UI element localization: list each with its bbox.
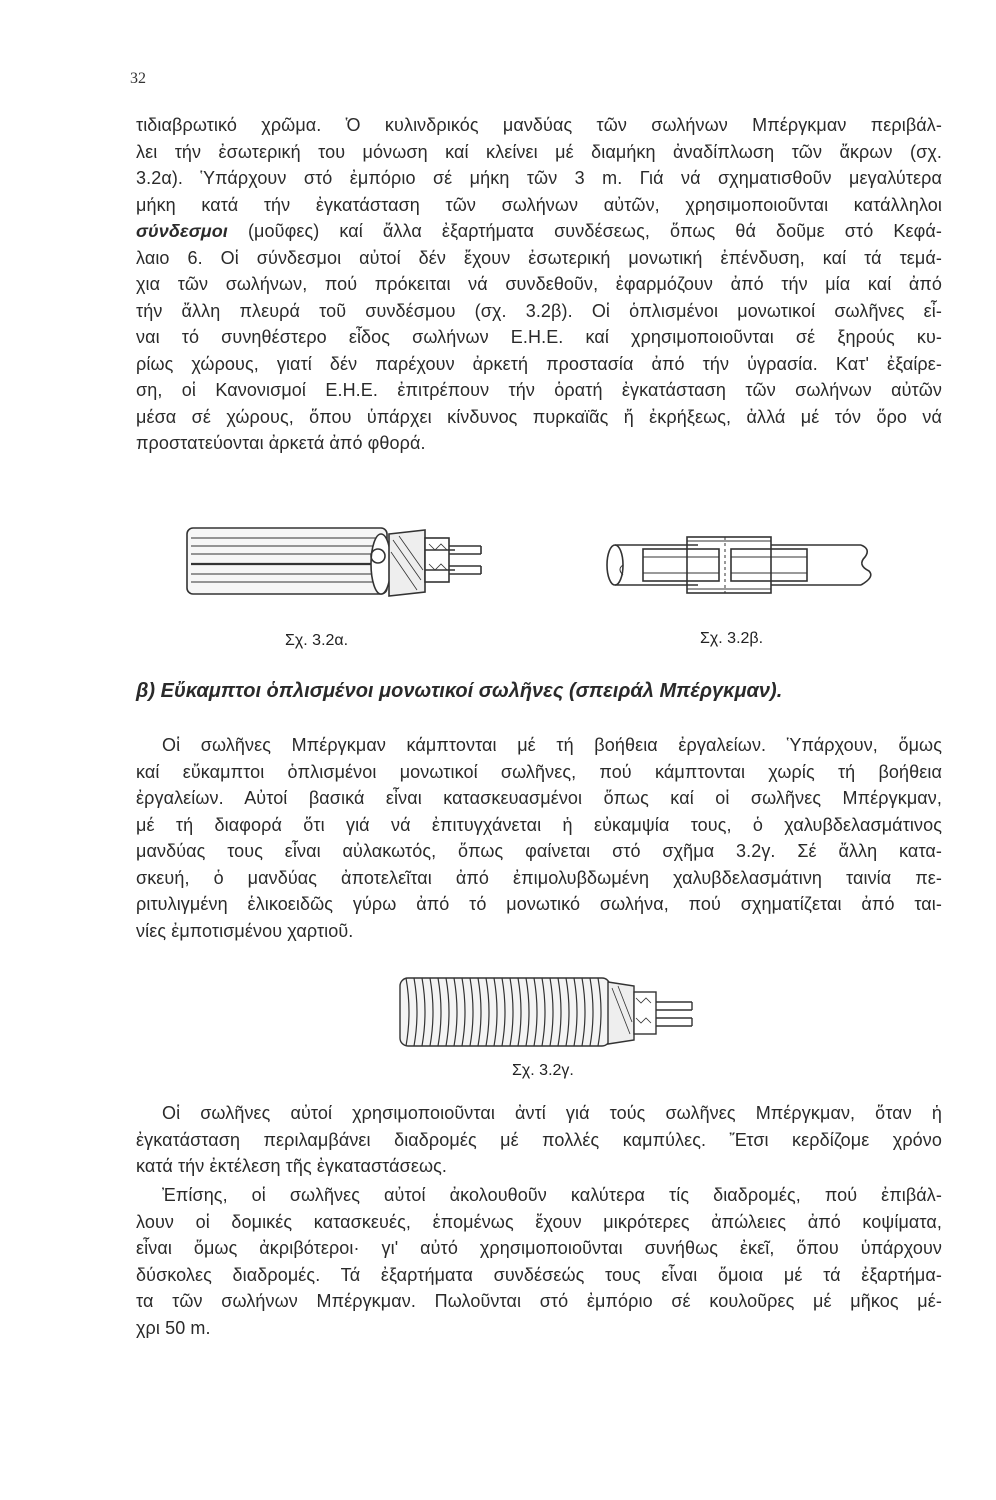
text-line: σκευή, ὁ μανδύας ἀποτελεῖται ἀπό ἐπιμολυβδωμένη χαλυβδελασμάτινη ταινία πε- [136,867,942,888]
text-line: καί εὔκαμπτοι ὁπλισμένοι μονωτικοί σωλῆνες, πού κάμπτονται χωρίς τή βοήθεια [136,761,942,782]
text-line: ση, οἱ Κανονισμοί Ε.Η.Ε. ἐπιτρέπουν τήν ὁρατή ἐγκατάσταση τῶν σωλήνων αὐτῶν [136,380,942,400]
text-line: ρίως χώρους, γιατί δέν παρέχουν ἀρκετή προστασία ἀπό τήν ὑγρασία. Κατ' ἐξαίρε- [136,353,942,374]
figure-3-2a-illustration [185,520,485,610]
text-line: χρι 50 m. [136,1317,211,1338]
paragraph-3 [136,1100,942,1180]
text-line: χια τῶν σωλήνων, πού πρόκειται νά συνδεθοῦν, ἐφαρμόζουν ἀπό τήν μία καί ἀπό [136,274,942,294]
text-line: λαιο 6. Οἱ σύνδεσμοι αὐτοί δέν ἔχουν ἐσωτερική μονωτική ἐπένδυση, καί τά τεμά- [136,247,942,268]
text-line-rest: (μοῦφες) καί ἄλλα ἐξαρτήματα συνδέσεως, ὅπως θά δοῦμε στό Κεφά- [247,221,942,241]
text-line-with-term [136,218,942,245]
text-line: λει τήν ἐσωτερική του μόνωση καί κλείνει μέ διαμήκη ἀναδίπλωση τῶν ἄκρων (σχ. [136,141,942,162]
text-line: τήν ἄλλη πλευρά τοῦ συνδέσμου (σχ. 3.2β). Οἱ ὁπλισμένοι μονωτικοί σωλῆνες εἶ- [136,300,942,321]
figure-3-2b-illustration [603,535,878,595]
paragraph-1 [136,112,942,457]
text-line: δύσκολες διαδρομές. Τά ἐξαρτήματα συνδέσεώς τους εἶναι ὅμοια μέ τά ἐξαρτήμα- [136,1264,942,1285]
text-line: ναι τό συνηθέστερο εἶδος σωλήνων Ε.Η.Ε. καί χρησιμοποιοῦνται σέ ξηρούς κυ- [136,327,942,347]
text-line: ἐγκατάσταση περιλαμβάνει διαδρομές μέ πολλές καμπύλες. Ἔτσι κερδίζομε χρόνο [136,1129,942,1150]
figure-3-2c-caption: Σχ. 3.2γ. [512,1062,574,1079]
text-line: εἶναι ὅμως ἀκριβότεροι· γι' αὐτό χρησιμοποιοῦνται συνήθως ἐκεῖ, ὅπου ὑπάρχουν [136,1238,942,1258]
section-heading: β) Εὔκαμπτοι ὁπλισμένοι μονωτικοί σωλῆνες (σπειράλ Μπέργκμαν). [136,680,783,702]
page-number: 32 [130,70,146,87]
text-line: 3.2α). Ὑπάρχουν στό ἐμπόριο σέ μήκη τῶν 3 m. Γιά νά σχηματισθοῦν μεγαλύτερα [136,168,942,188]
figure-3-2a-caption: Σχ. 3.2α. [285,632,349,649]
text-line: μέσα σέ χώρους, ὅπου ὑπάρχει κίνδυνος πυρκαϊᾶς ἤ ἐκρήξεως, ἀλλά μέ τόν ὅρο νά [136,406,942,427]
figure-3-2c-illustration [396,970,696,1055]
text-line: κατά τήν ἐκτέλεση τῆς ἐγκαταστάσεως. [136,1156,447,1176]
text-line: ἐργαλείων. Αὐτοί βασικά εἶναι κατασκευασμένοι ὅπως καί οἱ σωλῆνες Μπέργκμαν, [136,788,942,808]
text-line: μέ τή διαφορά ὅτι γιά νά ἐπιτυγχάνεται ἡ εὐκαμψία τους, ὁ χαλυβδελασμάτινος [136,814,942,835]
text-line: Οἱ σωλῆνες αὐτοί χρησιμοποιοῦνται ἀντί γιά τούς σωλῆνες Μπέργκμαν, ὅταν ἡ [162,1103,942,1123]
text-line: Ἐπίσης, οἱ σωλῆνες αὐτοί ἀκολουθοῦν καλύτερα τίς διαδρομές, πού ἐπιβάλ- [162,1185,942,1205]
text-line: ριτυλιγμένη ἑλικοειδῶς γύρω ἀπό τό μονωτικό σωλήνα, πού σχηματίζεται ἀπό ται- [136,894,942,914]
text-line: προστατεύονται ἀρκετά ἀπό φθορά. [136,433,426,453]
text-line: μανδύας τους εἶναι αὐλακωτός, ὅπως φαίνεται στό σχῆμα 3.2γ. Σέ ἄλλη κατα- [136,841,942,861]
text-line: λουν οἱ δομικές κατασκευές, ἑπομένως ἔχουν μικρότερες ἀπώλειες ἀπό κοψίματα, [136,1211,942,1232]
text-line: τα τῶν σωλήνων Μπέργκμαν. Πωλοῦνται στό ἐμπόριο σέ κουλοῦρες μέ μῆκος μέ- [136,1291,942,1311]
emphasis-term: σύνδεσμοι [136,221,228,241]
text-line: μήκη κατά τήν ἐγκατάσταση τῶν σωλήνων αὐτῶν, χρησιμοποιοῦνται κατάλληλοι [136,194,942,215]
text-line: νίες ἐμποτισμένου χαρτιοῦ. [136,920,354,941]
paragraph-4 [136,1182,942,1341]
figure-3-2b-caption: Σχ. 3.2β. [700,630,764,647]
text-line: Οἱ σωλῆνες Μπέργκμαν κάμπτονται μέ τή βοήθεια ἐργαλείων. Ὑπάρχουν, ὅμως [162,735,942,755]
text-line: τιδιαβρωτικό χρῶμα. Ὁ κυλινδρικός μανδύας τῶν σωλήνων Μπέργκμαν περιβάλ- [136,115,942,135]
paragraph-2 [136,732,942,944]
